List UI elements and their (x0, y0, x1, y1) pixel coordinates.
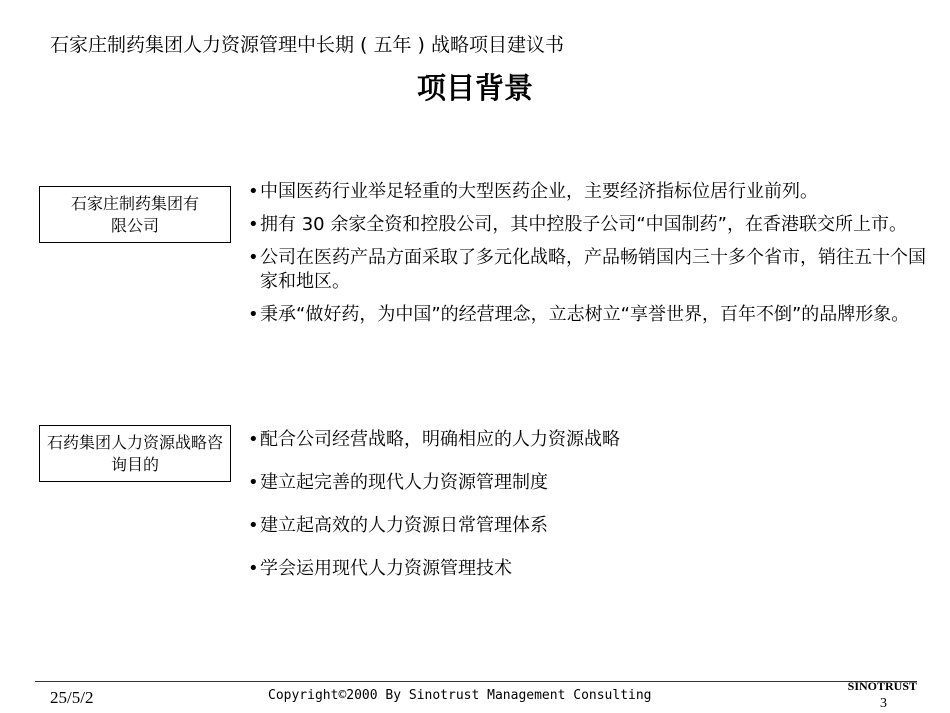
bullet-text: 学会运用现代人力资源管理技术 (260, 558, 512, 579)
bullet-item (248, 180, 928, 204)
section-label-company (39, 186, 231, 243)
slide-title: 项目背景 (416, 71, 533, 105)
bullet-icon: • (248, 214, 259, 235)
footer-copyright: Copyright©2000 By Sinotrust Management Consulting (268, 688, 652, 703)
bullet-text: 公司在医药产品方面采取了多元化战略，产品畅销国内三十多个省市，销往五十个国家和地区。 (260, 247, 926, 292)
bullet-icon: • (248, 181, 259, 202)
bullet-item (248, 213, 928, 237)
bullet-icon: • (248, 429, 259, 450)
section-label-purpose (39, 425, 231, 482)
bullet-item (248, 428, 928, 452)
page-number: 3 (880, 696, 887, 711)
bullet-item (248, 471, 928, 495)
company-bullet-list (248, 180, 928, 336)
document-title: 石家庄制药集团人力资源管理中长期 ( 五年 ) 战略项目建议书 (50, 34, 564, 56)
bullet-icon: • (248, 247, 259, 268)
bullet-text: 建立起高效的人力资源日常管理体系 (260, 515, 548, 536)
bullet-item (248, 246, 928, 294)
footer-brand: SINOTRUST (847, 679, 917, 693)
purpose-bullet-list (248, 428, 928, 600)
bullet-text: 秉承“做好药，为中国”的经营理念，立志树立“享誉世界，百年不倒”的品牌形象。 (260, 304, 910, 325)
bullet-item (248, 557, 928, 581)
bullet-icon: • (248, 472, 259, 493)
bullet-text: 中国医药行业举足轻重的大型医药企业，主要经济指标位居行业前列。 (260, 181, 818, 202)
bullet-item (248, 303, 928, 327)
footer-divider (35, 681, 917, 682)
bullet-text: 拥有 30 余家全资和控股公司，其中控股子公司“中国制药”，在香港联交所上市。 (260, 214, 907, 235)
footer-date: 25/5/2 (50, 688, 94, 707)
section-label-text: 石药集团人力资源战略咨询目的 (47, 432, 224, 474)
section-label-text: 石家庄制药集团有限公司 (70, 193, 199, 235)
bullet-item (248, 514, 928, 538)
bullet-text: 建立起完善的现代人力资源管理制度 (260, 472, 548, 493)
bullet-icon: • (248, 558, 259, 579)
bullet-text: 配合公司经营战略，明确相应的人力资源战略 (260, 429, 620, 450)
bullet-icon: • (248, 304, 259, 325)
bullet-icon: • (248, 515, 259, 536)
